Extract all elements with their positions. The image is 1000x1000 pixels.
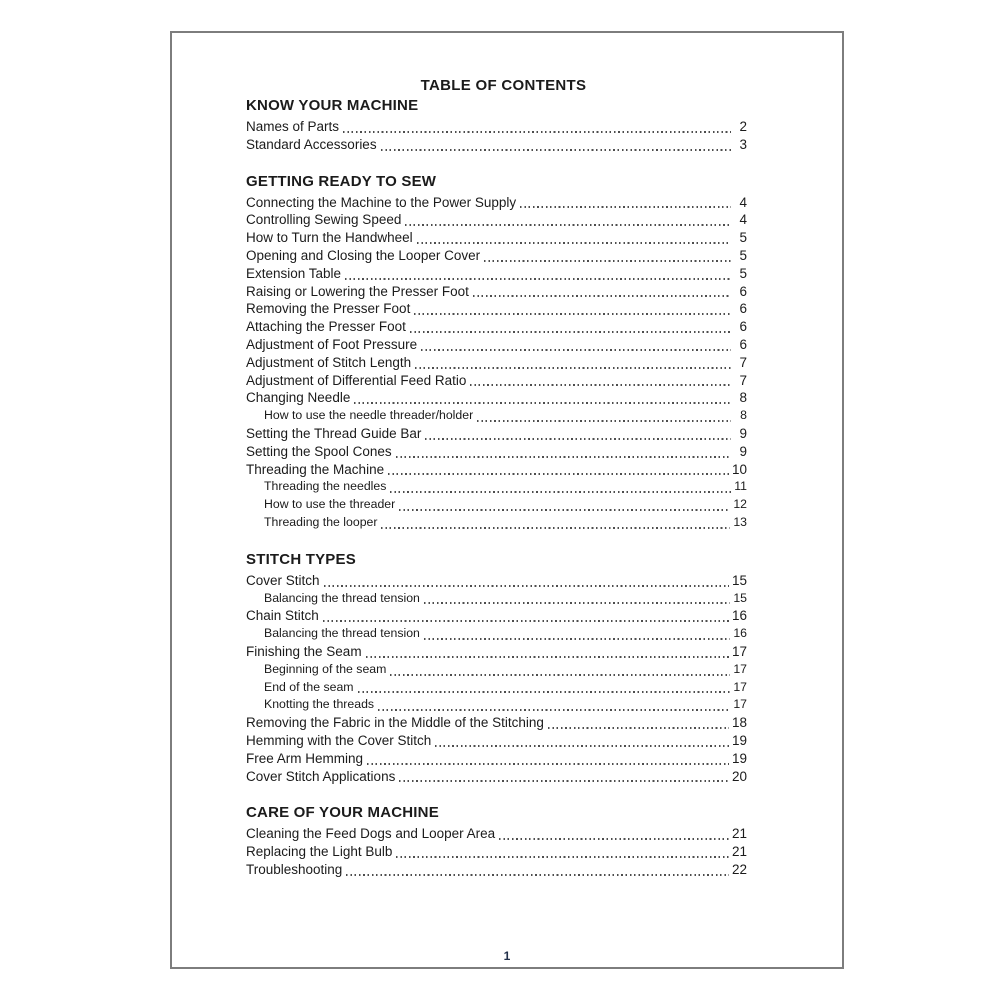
toc-entry (246, 768, 747, 786)
dotted-leader (324, 585, 729, 587)
toc-entry (246, 496, 747, 514)
entry-page-number: 15 (733, 590, 747, 605)
entry-page-number: 7 (739, 354, 747, 370)
dotted-leader (345, 278, 731, 280)
dotted-leader (358, 691, 731, 693)
toc-entry (246, 229, 747, 247)
entry-label: Free Arm Hemming (246, 750, 364, 766)
toc-entry (246, 318, 747, 336)
dotted-leader (417, 242, 731, 244)
entry-label: Finishing the Seam (246, 643, 362, 659)
entry-page-number: 6 (739, 319, 747, 335)
dotted-leader (381, 149, 731, 151)
entry-label: Changing Needle (246, 390, 351, 406)
dotted-leader (399, 780, 729, 782)
entry-page-number: 6 (739, 336, 747, 352)
entry-page-number: 5 (739, 230, 747, 246)
entry-page-number: 8 (739, 390, 747, 406)
toc-entry (246, 696, 747, 714)
entry-label: Adjustment of Stitch Length (246, 354, 412, 370)
dotted-leader (390, 674, 730, 676)
entry-label: Controlling Sewing Speed (246, 212, 402, 228)
toc-content (172, 33, 842, 879)
entry-page-number: 8 (740, 408, 747, 423)
entry-page-number: 16 (731, 608, 747, 624)
dotted-leader (421, 349, 731, 351)
dotted-leader (470, 384, 731, 386)
dotted-leader (424, 602, 730, 604)
dotted-leader (366, 656, 729, 658)
dotted-leader (477, 420, 731, 422)
footer-page-number: 1 (503, 949, 511, 963)
dotted-leader (343, 131, 731, 133)
toc-entry (246, 625, 747, 643)
entry-page-number: 16 (733, 626, 747, 641)
entry-label: Connecting the Machine to the Power Supply (246, 194, 517, 210)
entry-page-number: 17 (731, 643, 747, 659)
dotted-leader (378, 709, 730, 711)
dotted-leader (396, 856, 729, 858)
page-title: TABLE OF CONTENTS (420, 77, 587, 94)
entry-page-number: 3 (739, 136, 747, 152)
entry-label: Knotting the threads (264, 697, 375, 712)
dotted-leader (473, 295, 731, 297)
entry-page-number: 21 (731, 826, 747, 842)
dotted-leader (410, 331, 731, 333)
entry-page-number: 18 (731, 715, 747, 731)
entry-page-number: 5 (739, 265, 747, 281)
entry-page-number: 17 (733, 661, 747, 676)
entry-label: Removing the Presser Foot (246, 301, 411, 317)
toc-entry (246, 425, 747, 443)
toc-entry (246, 590, 747, 608)
toc-entry (246, 679, 747, 697)
entry-label: Adjustment of Foot Pressure (246, 336, 418, 352)
manual-page (170, 31, 844, 969)
toc-entry (246, 750, 747, 768)
entry-page-number: 12 (733, 497, 747, 512)
section-heading: GETTING READY TO SEW (246, 172, 437, 190)
dotted-leader (548, 727, 729, 729)
entry-page-number: 6 (739, 283, 747, 299)
entry-label: Cover Stitch (246, 572, 320, 588)
toc-entry (246, 136, 747, 154)
dotted-leader (520, 206, 731, 208)
entry-page-number: 17 (733, 679, 747, 694)
toc-entry (246, 514, 747, 532)
entry-label: Beginning of the seam (264, 661, 387, 676)
dotted-leader (414, 313, 731, 315)
toc-entry (246, 354, 747, 372)
dotted-leader (396, 456, 731, 458)
toc-entry (246, 572, 747, 590)
entry-label: Cleaning the Feed Dogs and Looper Area (246, 826, 496, 842)
entry-label: Chain Stitch (246, 608, 319, 624)
toc-section (246, 550, 747, 786)
toc-entry (246, 825, 747, 843)
entry-label: Balancing the thread tension (264, 590, 420, 605)
section-heading: CARE OF YOUR MACHINE (246, 804, 439, 822)
entry-label: Extension Table (246, 265, 342, 281)
entry-label: Removing the Fabric in the Middle of the Stitching (246, 715, 544, 731)
dotted-leader (390, 491, 731, 493)
dotted-leader (405, 224, 731, 226)
toc-entry (246, 861, 747, 879)
dotted-leader (346, 874, 729, 876)
entry-label: Standard Accessories (246, 136, 377, 152)
entry-page-number: 9 (739, 425, 747, 441)
entry-page-number: 7 (739, 372, 747, 388)
toc-entry (246, 300, 747, 318)
dotted-leader (381, 527, 730, 529)
dotted-leader (435, 745, 729, 747)
entry-label: Opening and Closing the Looper Cover (246, 247, 481, 263)
entry-label: End of the seam (264, 679, 354, 694)
toc-section (246, 96, 747, 154)
entry-page-number: 9 (739, 443, 747, 459)
entry-label: Adjustment of Differential Feed Ratio (246, 372, 467, 388)
toc-entry (246, 389, 747, 407)
toc-entry (246, 283, 747, 301)
toc-entry (246, 407, 747, 425)
entry-page-number: 15 (731, 572, 747, 588)
entry-label: Names of Parts (246, 119, 340, 134)
toc-entry (246, 372, 747, 390)
entry-label: Attaching the Presser Foot (246, 319, 406, 335)
entry-page-number: 19 (731, 732, 747, 748)
entry-label: How to Turn the Handwheel (246, 230, 413, 246)
entry-page-number: 17 (733, 697, 747, 712)
dotted-leader (354, 402, 731, 404)
toc-entry (246, 661, 747, 679)
toc-entry (246, 211, 747, 229)
dotted-leader (424, 638, 730, 640)
toc-entry (246, 194, 747, 212)
toc-entry (246, 461, 747, 479)
toc-section (246, 172, 747, 532)
entry-page-number: 10 (731, 461, 747, 477)
entry-label: Troubleshooting (246, 861, 343, 877)
entry-label: Threading the Machine (246, 461, 385, 477)
dotted-leader (484, 260, 731, 262)
toc-entry (246, 336, 747, 354)
entry-label: Cover Stitch Applications (246, 768, 396, 784)
entry-label: Hemming with the Cover Stitch (246, 732, 432, 748)
dotted-leader (323, 620, 729, 622)
entry-page-number: 11 (734, 479, 747, 494)
entry-page-number: 4 (739, 212, 747, 228)
entry-page-number: 4 (739, 194, 747, 210)
entry-page-number: 5 (739, 247, 747, 263)
section-heading: KNOW YOUR MACHINE (246, 97, 419, 114)
toc-entry (246, 118, 747, 136)
entry-page-number: 6 (739, 301, 747, 317)
entry-label: Setting the Spool Cones (246, 443, 392, 459)
toc-sections (246, 96, 747, 879)
toc-entry (246, 643, 747, 661)
entry-label: Balancing the thread tension (264, 626, 420, 641)
entry-label: How to use the needle threader/holder (264, 408, 474, 423)
entry-page-number: 2 (739, 119, 747, 134)
toc-entry (246, 607, 747, 625)
dotted-leader (367, 763, 729, 765)
toc-entry (246, 732, 747, 750)
dotted-leader (388, 473, 729, 475)
toc-entry (246, 843, 747, 861)
dotted-leader (415, 367, 731, 369)
dotted-leader (425, 438, 731, 440)
entry-page-number: 20 (731, 768, 747, 784)
entry-label: Threading the needles (264, 479, 387, 494)
entry-label: How to use the threader (264, 497, 396, 512)
dotted-leader (399, 509, 730, 511)
toc-entry (246, 714, 747, 732)
toc-entry (246, 247, 747, 265)
toc-entry (246, 478, 747, 496)
dotted-leader (499, 838, 729, 840)
toc-entry (246, 443, 747, 461)
entry-label: Setting the Thread Guide Bar (246, 425, 422, 441)
entry-page-number: 22 (731, 861, 747, 877)
entry-label: Threading the looper (264, 514, 378, 529)
entry-page-number: 21 (731, 844, 747, 860)
entry-page-number: 19 (731, 750, 747, 766)
section-heading: STITCH TYPES (246, 550, 356, 568)
entry-page-number: 13 (733, 514, 747, 529)
toc-section (246, 803, 747, 878)
entry-label: Replacing the Light Bulb (246, 844, 393, 860)
entry-label: Raising or Lowering the Presser Foot (246, 283, 469, 299)
toc-entry (246, 265, 747, 283)
